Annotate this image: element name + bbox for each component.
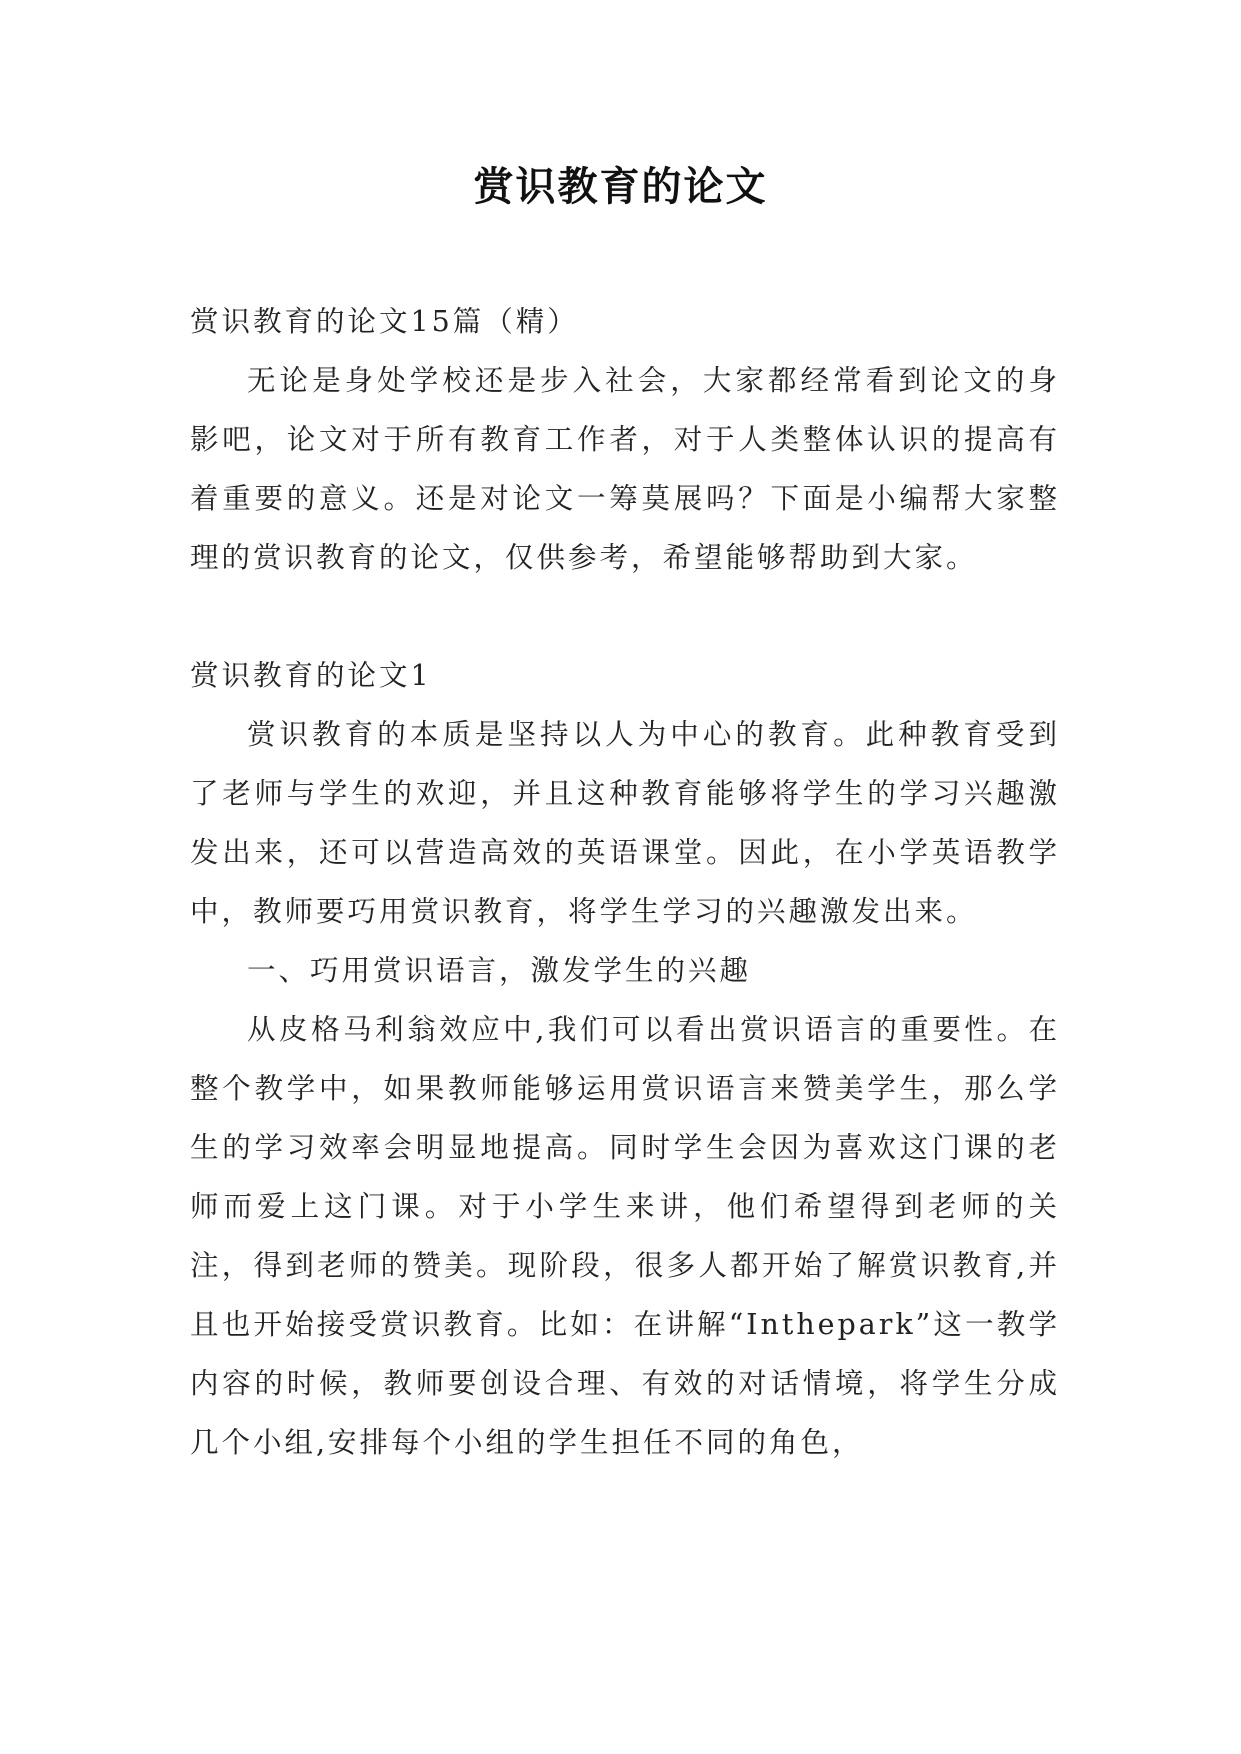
- intro-paragraph: 无论是身处学校还是步入社会，大家都经常看到论文的身影吧，论文对于所有教育工作者，对于人类整体认识的提高有着重要的意义。还是对论文一筹莫展吗？下面是小编帮大家整理的赏识教育的论文，仅供参考，希望能够帮助到大家。: [190, 364, 1060, 574]
- document-subtitle: 赏识教育的论文15篇（精）: [190, 305, 579, 338]
- section-subheading: 一、巧用赏识语言，激发学生的兴趣: [247, 954, 752, 987]
- document-body: [190, 292, 1060, 1472]
- document-title: 赏识教育的论文: [473, 163, 768, 210]
- section-heading: 赏识教育的论文1: [190, 659, 432, 692]
- section-paragraph-2: 从皮格马利翁效应中,我们可以看出赏识语言的重要性。在整个教学中，如果教师能够运用赏识语言来赞美学生，那么学生的学习效率会明显地提高。同时学生会因为喜欢这门课的老师而爱上这门课。对于小学生来讲，他们希望得到老师的关注，得到老师的赞美。现阶段，很多人都开始了解赏识教育,并且也开始接受赏识教育。比如：在讲解“Inthepark”这一教学内容的时候，教师要创设合理、有效的对话情境，将学生分成几个小组,安排每个小组的学生担任不同的角色，: [190, 1013, 1060, 1459]
- section-paragraph-1: 赏识教育的本质是坚持以人为中心的教育。此种教育受到了老师与学生的欢迎，并且这种教育能够将学生的学习兴趣激发出来，还可以营造高效的英语课堂。因此，在小学英语教学中，教师要巧用赏识教育，将学生学习的兴趣激发出来。: [190, 718, 1060, 928]
- spacer: [190, 587, 1060, 646]
